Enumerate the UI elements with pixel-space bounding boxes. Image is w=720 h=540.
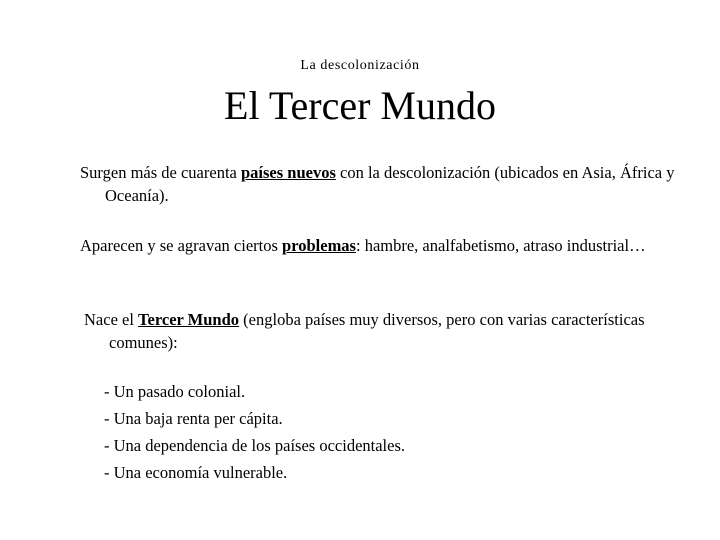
paragraph-text: Surgen más de cuarenta [80,163,241,182]
page-title: El Tercer Mundo [224,83,496,128]
emphasis-text: países nuevos [240,163,336,182]
paragraph-text: : hambre, analfabetismo, atraso industrial… [355,236,646,255]
paragraph-third-world [84,308,709,354]
list-item: - Una economía vulnerable. [104,463,288,482]
emphasis-text: Tercer Mundo [138,310,240,329]
paragraph-text: (engloba países muy diversos, pero con varias características comunes): [109,310,645,352]
paragraph-text: Nace el [84,310,139,329]
list-item: - Una baja renta per cápita. [104,409,283,428]
paragraph-text: con la descolonización (ubicados en Asia, África y Oceanía). [105,163,675,205]
paragraph-new-countries [80,161,710,207]
list-item: - Una dependencia de los países occidentales. [104,436,406,455]
list-item: - Un pasado colonial. [104,382,246,401]
characteristics-list [104,378,405,486]
section-title: La descolonización [300,58,420,73]
paragraph-text: Aparecen y se agravan ciertos [80,236,283,255]
paragraph-problems [80,234,710,257]
emphasis-text: problemas [282,236,356,255]
